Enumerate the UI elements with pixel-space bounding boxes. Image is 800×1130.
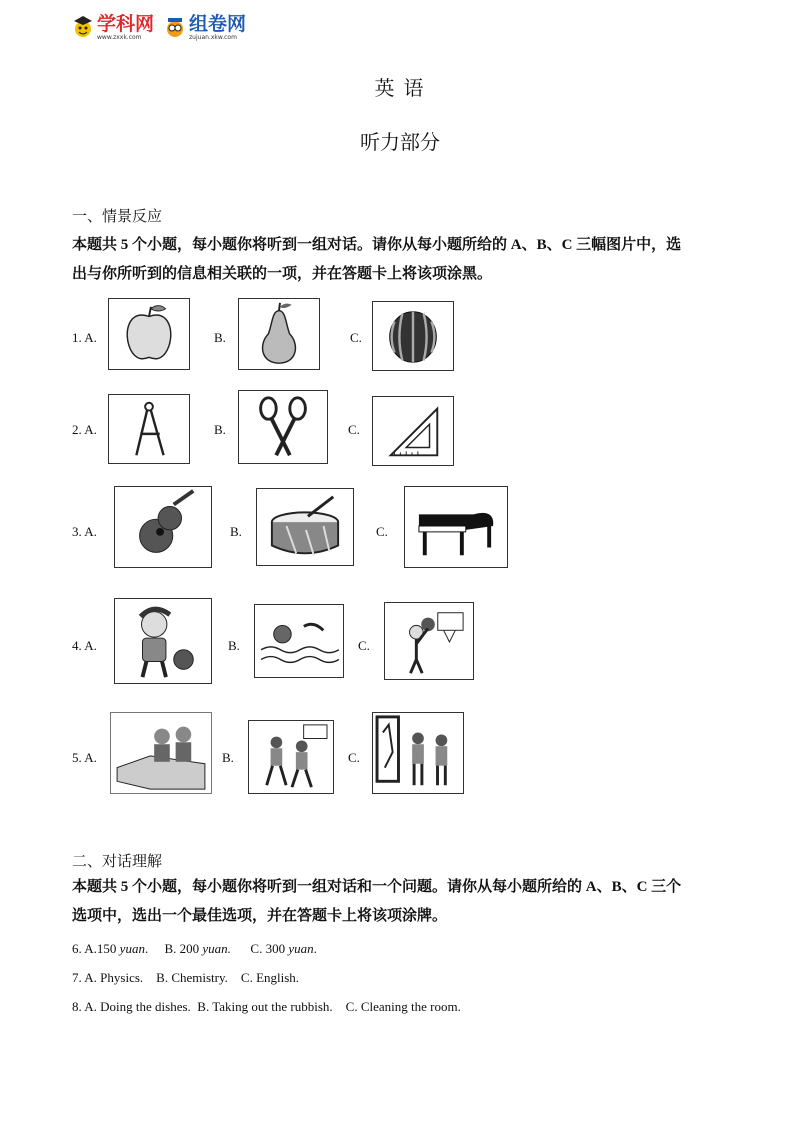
unit: yuan bbox=[119, 941, 145, 956]
section-heading: 一、情景反应 bbox=[72, 209, 163, 225]
question-row bbox=[0, 390, 800, 470]
guitar-picture[interactable] bbox=[114, 486, 212, 568]
swimming-picture[interactable] bbox=[254, 604, 344, 678]
instruction-line: 选项中，选出一个最佳选项，并在答题卡上将该项涂牌。 bbox=[72, 908, 448, 924]
option-label: C. bbox=[348, 422, 360, 437]
watermelon-picture[interactable] bbox=[372, 301, 454, 371]
question-row bbox=[0, 486, 800, 576]
drum-picture[interactable] bbox=[256, 488, 354, 566]
question-6 bbox=[72, 941, 317, 957]
option-label: B. bbox=[214, 422, 226, 437]
option-a: 6. A.150 bbox=[72, 941, 120, 956]
option-label: C. bbox=[350, 330, 362, 345]
question-row bbox=[0, 712, 800, 798]
instruction-line: 本题共 5 个小题，每小题你将听到一组对话和一个问题。请你从每小题所给的 A、B、C 三个 bbox=[72, 879, 682, 895]
punct: . bbox=[144, 941, 149, 956]
option-label: 1. A. bbox=[72, 330, 97, 345]
option-label: C. bbox=[376, 524, 388, 539]
option-label: C. bbox=[348, 750, 360, 765]
two-boys-picture[interactable] bbox=[248, 720, 334, 794]
option-label: 2. A. bbox=[72, 422, 97, 437]
mascot-icon bbox=[72, 15, 94, 41]
question-row bbox=[0, 598, 800, 688]
option-label: B. bbox=[230, 524, 242, 539]
option-label: 3. A. bbox=[72, 524, 97, 539]
pear-picture[interactable] bbox=[238, 298, 320, 370]
scissors-picture[interactable] bbox=[238, 390, 328, 464]
mascot-icon bbox=[164, 15, 186, 41]
zujuan-logo bbox=[164, 15, 246, 41]
instruction-line: 出与你所听到的信息相关联的一项，并在答题卡上将该项涂黑。 bbox=[72, 266, 493, 282]
section-instruction bbox=[72, 873, 732, 931]
option-label: 4. A. bbox=[72, 638, 97, 653]
boy-with-ball-picture[interactable] bbox=[114, 598, 212, 684]
page-subtitle: 听力部分 bbox=[360, 132, 440, 154]
logo-url: zujuan.xkw.com bbox=[189, 34, 237, 41]
option-label: C. bbox=[358, 638, 370, 653]
gallery-picture[interactable] bbox=[372, 712, 464, 794]
option-c: C. 300 bbox=[250, 941, 289, 956]
unit: yuan. bbox=[202, 941, 231, 956]
logo-text: 学科网 bbox=[97, 13, 155, 35]
header-logos bbox=[72, 10, 246, 46]
sofa-people-picture[interactable] bbox=[110, 712, 212, 794]
unit: yuan bbox=[288, 941, 314, 956]
logo-url: www.zxxk.com bbox=[97, 34, 142, 41]
basketball-picture[interactable] bbox=[384, 602, 474, 680]
punct: . bbox=[313, 941, 317, 956]
option-label: B. bbox=[214, 330, 226, 345]
apple-picture[interactable] bbox=[108, 298, 190, 370]
piano-picture[interactable] bbox=[404, 486, 508, 568]
option-label: B. bbox=[222, 750, 234, 765]
question-8: 8. A. Doing the dishes. B. Taking out the rubbish. C. Cleaning the room. bbox=[72, 999, 461, 1014]
question-row bbox=[0, 298, 800, 378]
question-7: 7. A. Physics. B. Chemistry. C. English. bbox=[72, 970, 300, 985]
option-label: 5. A. bbox=[72, 750, 97, 765]
option-b: B. 200 bbox=[164, 941, 203, 956]
section-heading: 二、对话理解 bbox=[72, 854, 163, 870]
set-square-picture[interactable] bbox=[372, 396, 454, 466]
section-instruction bbox=[72, 231, 732, 289]
page-title: 英 语 bbox=[374, 78, 426, 100]
compasses-picture[interactable] bbox=[108, 394, 190, 464]
instruction-line: 本题共 5 个小题，每小题你将听到一组对话。请你从每小题所给的 A、B、C 三幅图片中，选 bbox=[72, 237, 682, 253]
option-label: B. bbox=[228, 638, 240, 653]
logo-text: 组卷网 bbox=[189, 13, 247, 35]
zxxk-logo bbox=[72, 15, 154, 41]
